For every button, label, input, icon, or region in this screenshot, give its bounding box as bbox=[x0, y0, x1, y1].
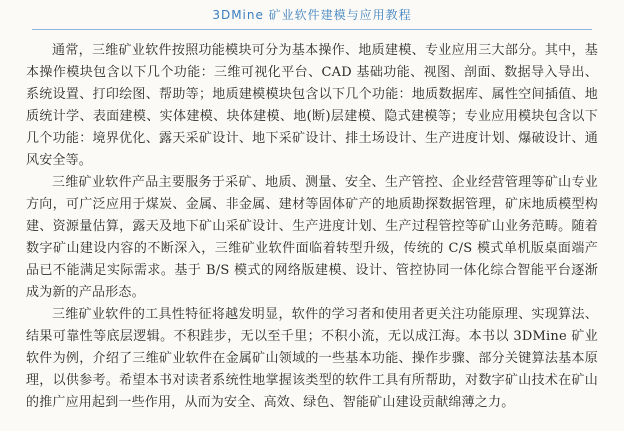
paragraph-3: 三维矿业软件的工具性特征将越发明显，软件的学习者和使用者更关注功能原理、实现算法、结果可靠性等底层逻辑。不积跬步，无以至千里；不积小流，无以成江海。本书以 3DMine 矿业软件为例，介绍了三维矿业软件在金属矿山领域的一些基本功能、操作步骤、部分关键算法基本原理，以供参考。希望本书对读者系统性地掌握该类型的软件工具有所帮助，对数字矿山技术在矿山的推广应用起到一些作用，从而为安全、高效、绿色、智能矿山建设贡献绵薄之力。 bbox=[26, 307, 598, 410]
paragraph-2: 三维矿业软件产品主要服务于采矿、地质、测量、安全、生产管控、企业经营管理等矿山专业方向，可广泛应用于煤炭、金属、非金属、建材等固体矿产的地质勘探数据管理，矿床地质模型构建、资源量估算，露天及地下矿山采矿设计、生产进度计划、生产过程管控等矿山业务范畴。随着数字矿山建设内容的不断深入，三维矿业软件面临着转型升级，传统的 C/S 模式单机版桌面端产品已不能满足实际需求。基于 B/S 模式的网络版建模、设计、管控协同一体化综合智能平台逐渐成为新的产品形态。 bbox=[26, 175, 598, 300]
body-text bbox=[26, 40, 598, 414]
header-divider bbox=[32, 29, 592, 30]
running-header: 3DMine 矿业软件建模与应用教程 bbox=[212, 8, 412, 22]
paragraph-1: 通常，三维矿业软件按照功能模块可分为基本操作、地质建模、专业应用三大部分。其中，基本操作模块包含以下几个功能：三维可视化平台、CAD 基础功能、视图、剖面、数据导入导出、系统设置、打印绘图、帮助等；地质建模模块包含以下几个功能：地质数据库、属性空间插值、地质统计学、表面建模、实体建模、块体建模、地(断)层建模、隐式建模等；专业应用模块包含以下几个功能：境界优化、露天采矿设计、地下采矿设计、排土场设计、生产进度计划、爆破设计、通风安全等。 bbox=[26, 43, 598, 168]
